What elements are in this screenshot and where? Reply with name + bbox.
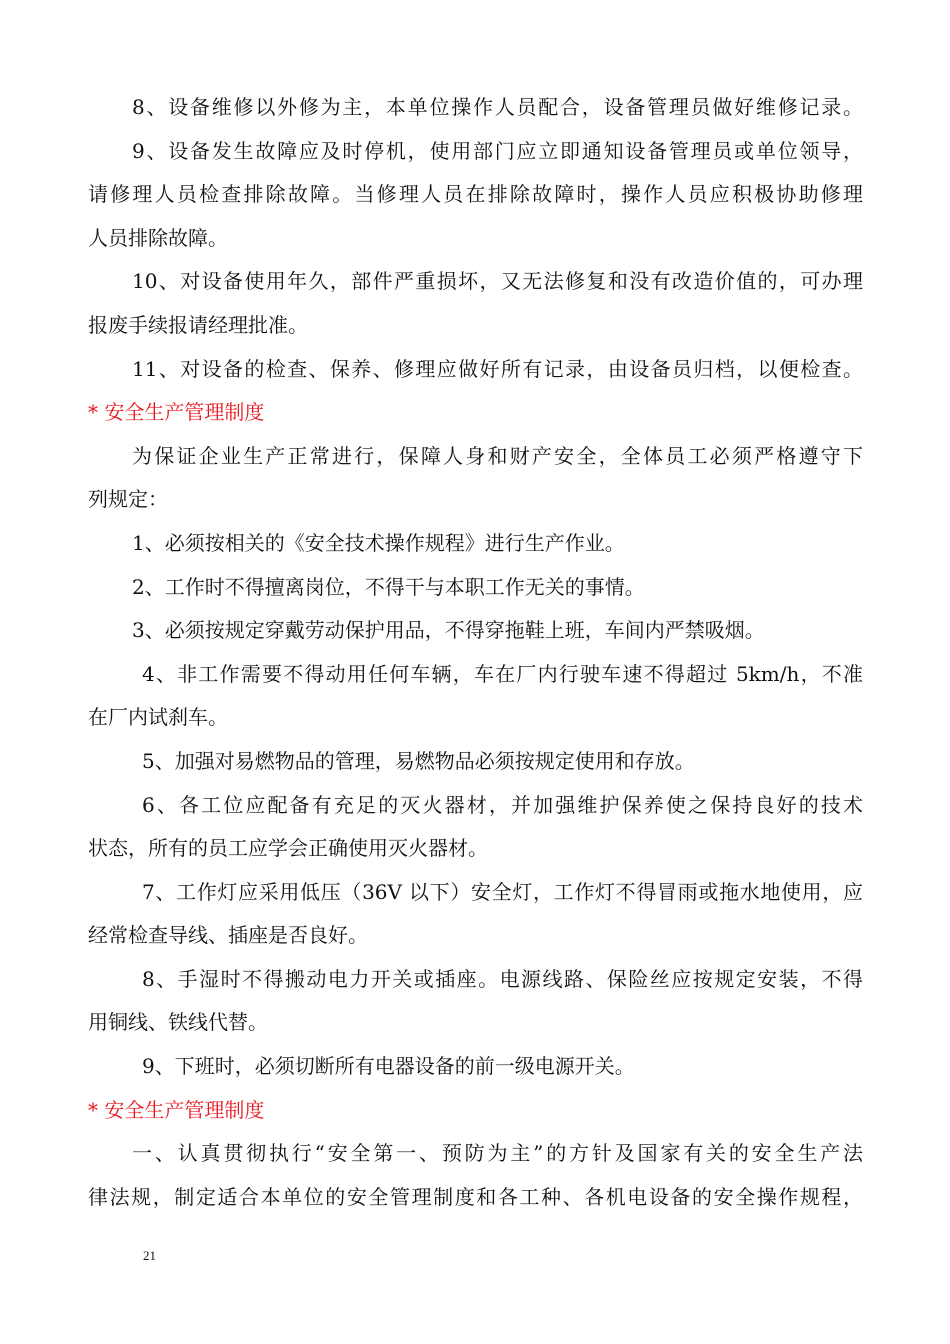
text-line: 1、必须按相关的《安全技术操作规程》进行生产作业。 <box>132 530 625 555</box>
section-heading: * 安全生产管理制度 <box>88 400 265 425</box>
text-line: 状态，所有的员工应学会正确使用灭火器材。 <box>88 836 488 861</box>
text-line: 4、非工作需要不得动用任何车辆，车在厂内行驶车速不得超过 5km/h，不准 <box>142 661 863 686</box>
text-line: 请修理人员检查排除故障。当修理人员在排除故障时，操作人员应积极协助修理 <box>88 182 863 207</box>
text-line: 5、加强对易燃物品的管理，易燃物品必须按规定使用和存放。 <box>142 748 695 773</box>
text-line: 7、工作灯应采用低压（36V 以下）安全灯，工作灯不得冒雨或拖水地使用，应 <box>142 879 863 904</box>
text-line: 10、对设备使用年久，部件严重损坏，又无法修复和没有改造价值的，可办理 <box>132 269 863 294</box>
text-line: 6、各工位应配备有充足的灭火器材，并加强维护保养使之保持良好的技术 <box>142 792 863 817</box>
text-line: 11、对设备的检查、保养、修理应做好所有记录，由设备员归档，以便检查。 <box>132 356 863 381</box>
text-line: 8、手湿时不得搬动电力开关或插座。电源线路、保险丝应按规定安装，不得 <box>142 966 863 991</box>
section-heading: * 安全生产管理制度 <box>88 1097 265 1122</box>
text-line: 2、工作时不得擅离岗位，不得干与本职工作无关的事情。 <box>132 574 645 599</box>
text-line: 在厂内试刹车。 <box>88 705 228 730</box>
text-line: 列规定： <box>88 487 168 512</box>
text-line: 用铜线、铁线代替。 <box>88 1010 268 1035</box>
text-line: 9、下班时，必须切断所有电器设备的前一级电源开关。 <box>142 1054 635 1079</box>
text-line: 8、设备维修以外修为主，本单位操作人员配合，设备管理员做好维修记录。 <box>132 95 863 119</box>
text-line: 经常检查导线、插座是否良好。 <box>88 923 368 948</box>
text-line: 3、必须按规定穿戴劳动保护用品，不得穿拖鞋上班，车间内严禁吸烟。 <box>132 618 765 643</box>
text-line: 为保证企业生产正常进行，保障人身和财产安全，全体员工必须严格遵守下 <box>132 443 863 468</box>
text-line: 报废手续报请经理批准。 <box>88 312 308 337</box>
page-number: 21 <box>143 1248 156 1263</box>
text-line: 9、设备发生故障应及时停机，使用部门应立即通知设备管理员或单位领导， <box>132 138 863 163</box>
text-line: 一、认真贯彻执行“安全第一、预防为主”的方针及国家有关的安全生产法 <box>132 1141 863 1166</box>
text-line: 律法规，制定适合本单位的安全管理制度和各工种、各机电设备的安全操作规程， <box>88 1184 863 1209</box>
document-body <box>88 90 863 1223</box>
text-line: 人员排除故障。 <box>88 225 228 250</box>
